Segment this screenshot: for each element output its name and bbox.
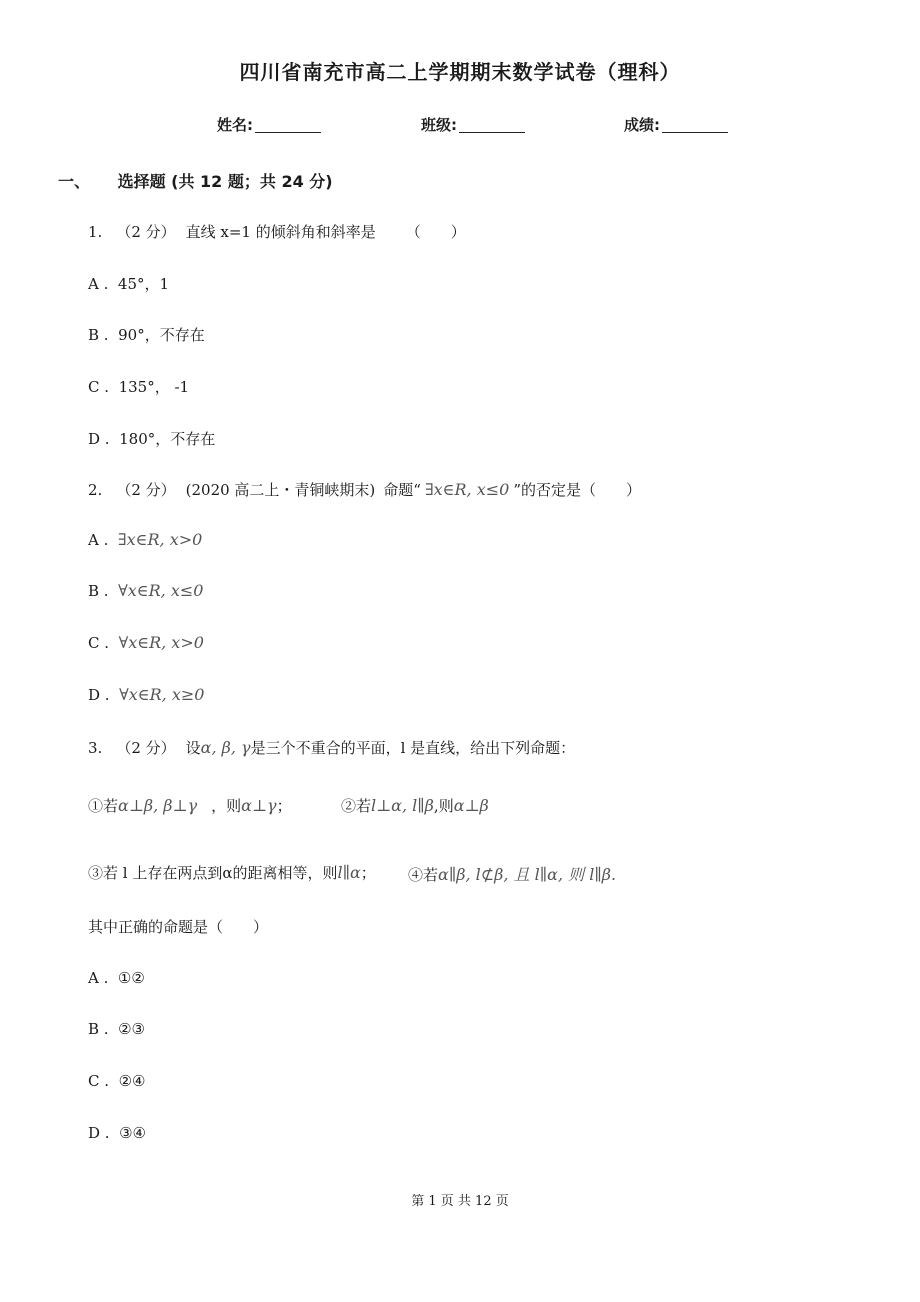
q3-option-a	[88, 969, 145, 987]
question-score: （2 分）	[116, 739, 176, 757]
grade-blank	[662, 116, 728, 133]
option-letter: A .	[88, 275, 109, 293]
question-text-before: 设	[185, 739, 201, 757]
option-letter: A .	[88, 969, 109, 987]
option-text: ②④	[118, 1072, 146, 1090]
prop-prefix: ③若 l 上存在两点到α的距离相等，则	[88, 864, 338, 882]
proposition-2	[341, 795, 489, 816]
option-text: 180°，不存在	[119, 430, 216, 448]
page-footer: 第 1 页 共 12 页	[411, 1194, 509, 1209]
option-letter: C .	[88, 378, 110, 396]
name-field	[217, 114, 321, 135]
option-text: ③④	[119, 1124, 147, 1142]
option-letter: D .	[88, 686, 110, 704]
prop-formula: α∥β, l⊄β, 且 l∥α, 则 l∥β.	[438, 865, 617, 884]
question-number: 1.	[88, 223, 103, 241]
option-text: 90°，不存在	[118, 326, 205, 344]
formula: α, β, γ	[200, 738, 251, 757]
question-source: (2020 高二上・青铜峡期末)	[185, 481, 376, 499]
q1-option-b	[88, 324, 205, 345]
option-formula: ∀x∈R, x≤0	[118, 581, 204, 600]
proposition-4	[408, 862, 616, 885]
section-title: 选择题 (共 12 题；共 24 分)	[117, 172, 333, 191]
prop-end: ；	[276, 797, 292, 815]
prop-prefix: ①若	[88, 797, 119, 815]
prop-formula-2: α⊥β	[453, 796, 489, 815]
section-label: 一、	[58, 172, 91, 191]
question-text-after: ”的否定是（ ）	[513, 481, 641, 499]
prop-formula: α⊥β, β⊥γ	[118, 796, 198, 815]
q2-option-a	[88, 530, 202, 549]
option-letter: A .	[88, 531, 109, 549]
option-text: ②③	[118, 1020, 146, 1038]
prop-prefix: ②若	[341, 797, 372, 815]
prop-formula-2: α⊥γ	[241, 796, 277, 815]
option-formula: ∃x∈R, x>0	[117, 530, 203, 549]
prop-formula: l⊥α, l∥β	[371, 796, 434, 815]
section-heading	[58, 169, 333, 192]
name-blank	[255, 116, 321, 133]
option-text: 135°， -1	[118, 378, 190, 396]
question-score: （2 分）	[116, 223, 176, 241]
question-3	[88, 737, 575, 758]
prop-end: ；	[360, 864, 376, 882]
question-2	[88, 479, 641, 500]
q2-option-c	[88, 633, 204, 652]
q3-option-d	[88, 1124, 146, 1142]
option-text: 45°，1	[117, 275, 170, 293]
question-text-before: 命题“	[383, 481, 421, 499]
q1-option-a	[88, 273, 169, 294]
grade-label: 成绩:	[624, 116, 660, 134]
option-formula: ∀x∈R, x≥0	[119, 685, 205, 704]
prop-mid: ,则	[433, 797, 454, 815]
grade-field	[624, 114, 728, 135]
option-formula: ∀x∈R, x>0	[118, 633, 204, 652]
name-label: 姓名:	[217, 116, 253, 134]
formula: ∃x∈R, x≤0	[424, 480, 510, 499]
question-1	[88, 221, 466, 242]
option-letter: B .	[88, 1020, 109, 1038]
class-field	[421, 114, 525, 135]
question-number: 3.	[88, 739, 103, 757]
question-text-after: 是三个不重合的平面，l 是直线，给出下列命题：	[250, 739, 576, 757]
option-letter: D .	[88, 430, 110, 448]
question-number: 2.	[88, 481, 103, 499]
option-text: ①②	[117, 969, 145, 987]
page-title: 四川省南充市高二上学期期末数学试卷（理科）	[239, 60, 681, 84]
proposition-1	[88, 795, 292, 816]
q1-option-d	[88, 428, 215, 449]
q3-question: 其中正确的命题是（ ）	[88, 918, 269, 936]
answer-paren: （ ）	[405, 223, 466, 241]
q3-option-b	[88, 1020, 145, 1038]
option-letter: D .	[88, 1124, 110, 1142]
option-letter: C .	[88, 634, 110, 652]
question-text: 直线 x=1 的倾斜角和斜率是	[185, 223, 376, 241]
q1-option-c	[88, 376, 189, 397]
class-blank	[459, 116, 525, 133]
option-letter: B .	[88, 326, 109, 344]
q2-option-b	[88, 581, 203, 600]
prop-prefix: ④若	[408, 866, 439, 884]
class-label: 班级:	[421, 116, 457, 134]
proposition-3	[88, 862, 376, 883]
prop-formula: l∥α	[337, 863, 361, 882]
q2-option-d	[88, 685, 204, 704]
option-letter: C .	[88, 1072, 110, 1090]
option-letter: B .	[88, 582, 109, 600]
question-score: （2 分）	[116, 481, 176, 499]
prop-mid: ，则	[211, 797, 242, 815]
q3-option-c	[88, 1072, 145, 1090]
